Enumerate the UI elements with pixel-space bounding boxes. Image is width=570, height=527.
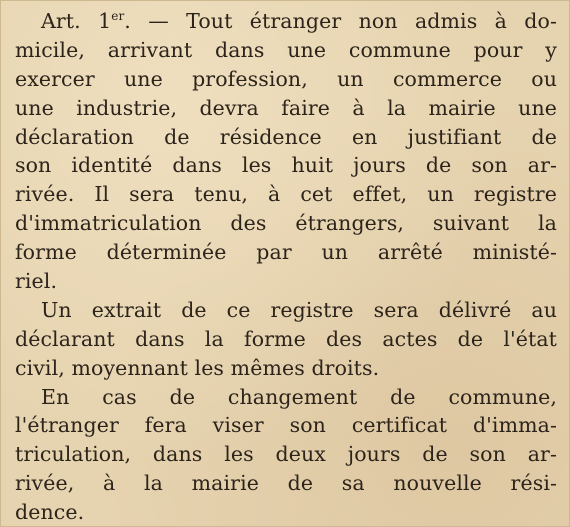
article-line: déclaration de résidence en justifiant de (15, 124, 557, 149)
article-line (15, 7, 557, 36)
article-line: Un extrait de ce registre sera délivré au (41, 297, 557, 322)
article-line: riel. (15, 269, 58, 294)
article-text-column (15, 7, 557, 527)
article-line: son identité dans les huit jours de son ar- (15, 153, 557, 178)
article-line: exercer une profession, un commerce ou (15, 66, 557, 91)
article-line: triculation, dans les deux jours de son ar- (15, 442, 557, 467)
article-number: Art. 1 (41, 9, 112, 33)
article-line: rivée, à la mairie de sa nouvelle rési- (15, 471, 557, 496)
article-line: l'étranger fera viser son certificat d'imma- (15, 413, 557, 438)
article-line: civil, moyennant les mêmes droits. (15, 355, 380, 380)
ordinal-superscript: er (111, 9, 125, 24)
article-line: rivée. Il sera tenu, à cet effet, un registre (15, 182, 557, 207)
article-line-text: . — Tout étranger non admis à do- (124, 9, 557, 33)
article-line: une industrie, devra faire à la mairie une (15, 95, 557, 120)
article-line: dence. (15, 500, 85, 525)
article-line: forme déterminée par un arrêté ministé- (15, 240, 557, 265)
article-line: d'immatriculation des étrangers, suivant la (15, 211, 557, 236)
article-line: déclarant dans la forme des actes de l'état (15, 326, 557, 351)
article-line: En cas de changement de commune, (41, 384, 557, 409)
article-line: micile, arrivant dans une commune pour y (15, 37, 557, 62)
